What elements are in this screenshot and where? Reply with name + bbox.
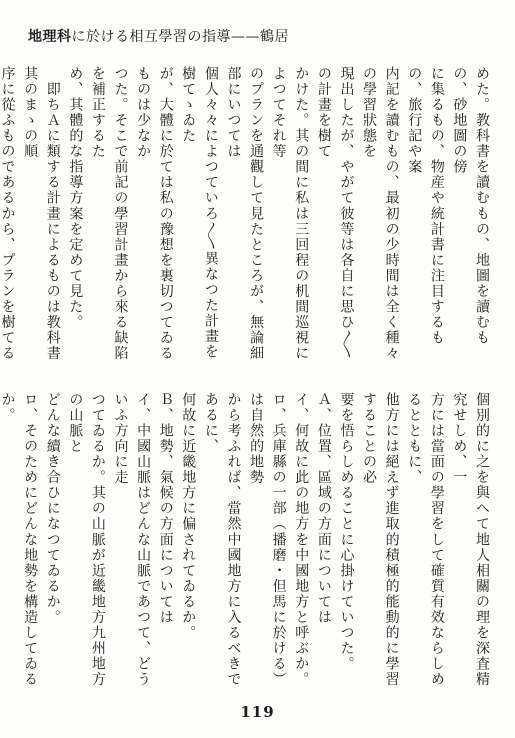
text-column: ロ、兵庫縣の一部（播磨・但馬に於ける）は自然的地勢 <box>248 392 287 688</box>
text-column: Ａ、位置、區域の方面については <box>315 392 332 626</box>
text-column: 内記を讀むもの、最初の少時間は全く種々の學習狀態を <box>361 66 400 362</box>
text-column: のプランを通觀して見たところが、無論細部にいつては <box>225 66 265 362</box>
text-column: つた。そこで前記の學習計畫から來る缺陷を補正するた <box>89 66 129 362</box>
page-number: 119 <box>240 703 275 721</box>
text-column: 序に從ふものであるから、プランを樹てる <box>0 66 16 362</box>
header-author: 鶴居 <box>260 29 289 45</box>
text-column: 何故に近畿地方に偏されてゐるか。 <box>180 392 197 641</box>
text-column: めた。教科書を讀むもの、地圖を讀むもの、砂地圖の傍 <box>451 66 490 346</box>
text-column: 要を悟らしめることに心掛けていつた。 <box>338 392 355 672</box>
text-column: Ｂ、地勢、氣候の方面については <box>157 392 174 626</box>
text-column: 方には當面の學習をして確質有效ならしめるとともに、 <box>406 392 445 688</box>
text-column: つてゐるか。其の山脈が近畿地方九州地方の山脈と <box>67 392 106 688</box>
text-column: ロ、そのためにどんな地勢を構造してゐるか。 <box>0 392 39 688</box>
text-column: 即ちＡに類する計畫によるものは教科書其のまゝの順 <box>22 66 61 362</box>
text-column: 他方には絕えず進取的積極的能動的に學習することの必 <box>361 392 400 688</box>
text-column: が、大體に於ては私の豫想を裏切つてゐるものは少なか <box>135 66 174 362</box>
text-column: イ、何故に此の地方を中國地方と呼ぶか。 <box>293 392 310 688</box>
text-column: どんな續き合ひになつてゐるか。 <box>44 392 61 626</box>
body-text-upper <box>0 66 493 368</box>
text-column: め、其體的な指導方案を定めて見た。 <box>67 66 84 331</box>
text-column: かけた。其の間に私は三回程の机間巡視によつてそれ等 <box>270 66 310 362</box>
text-column: から考ふれば、當然中國地方に入るべきであるに、 <box>202 392 242 688</box>
text-column: イ、中國山脈はどんな山脈であつて、どういふ方向に走 <box>112 392 152 688</box>
text-column: に集るもの、物産や統計書に注目するもの、旅行記や案 <box>406 66 445 346</box>
text-column: 個別的に之を與へて地人相關の理を深査精究せしめ、一 <box>451 392 490 688</box>
running-header <box>28 26 488 46</box>
header-title: に於ける相互學習の指導 <box>71 29 231 45</box>
text-column: 現出したが、やがて彼等は各自に思ひ〳〵の計畫を樹て <box>315 66 355 360</box>
body-text-lower <box>0 392 493 695</box>
header-title-strong: 地理科 <box>28 29 72 45</box>
text-column: 個人々々によつていろ〳〵異なつた計畫を樹てゝゐた <box>180 66 219 360</box>
header-dash: —— <box>231 29 260 45</box>
